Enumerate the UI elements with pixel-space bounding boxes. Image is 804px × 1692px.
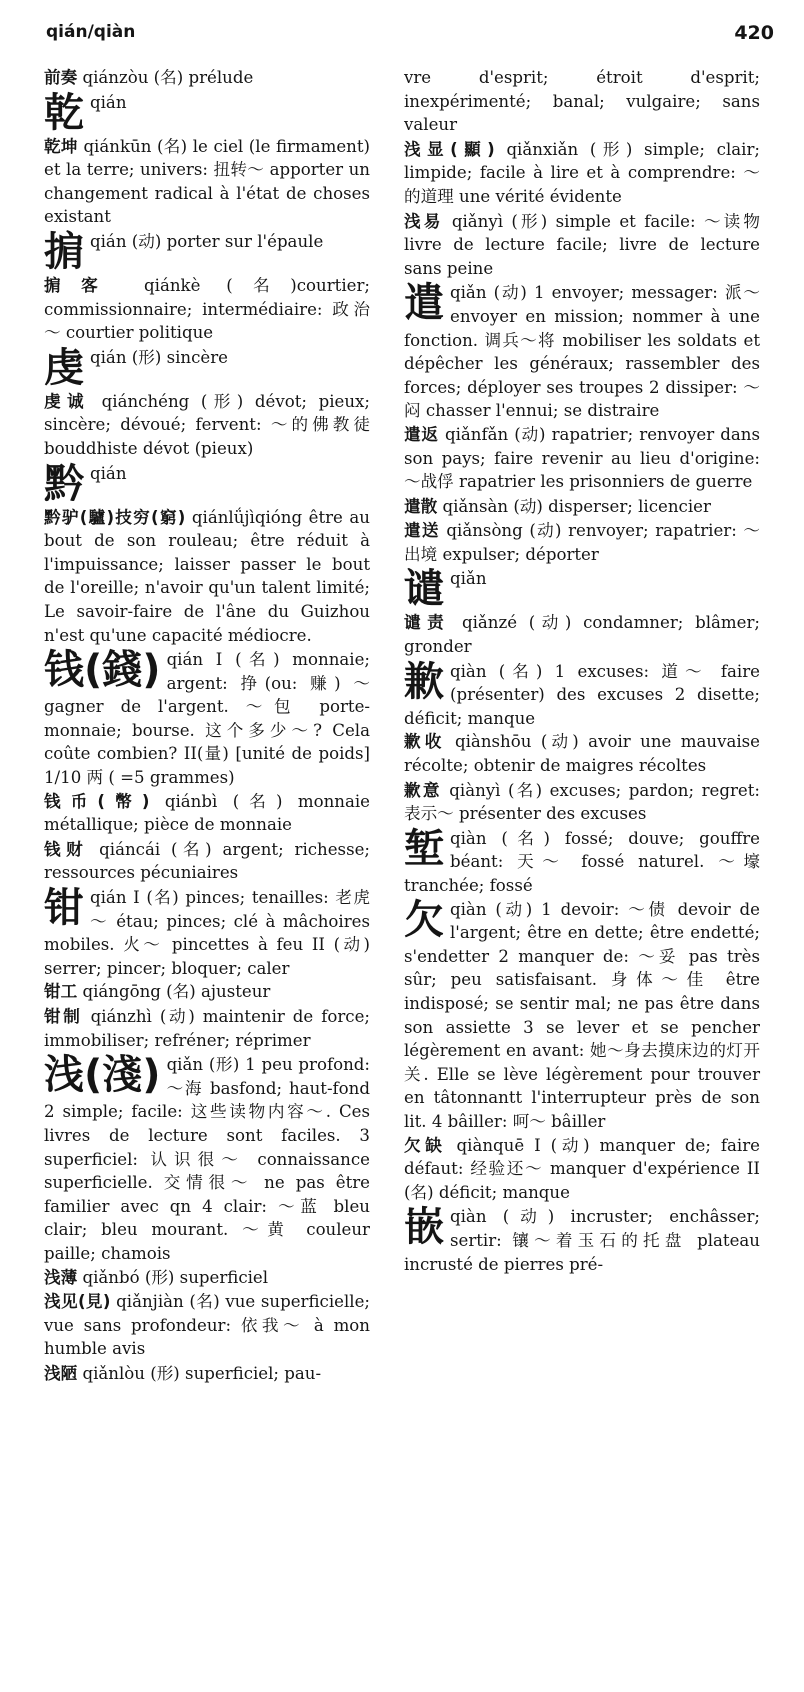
compound-headword: 乾坤 bbox=[44, 136, 78, 156]
entry-definition: qián (形) sincère bbox=[90, 347, 228, 367]
entry-definition: qiánchéng (形) dévot; pieux; sincère; dévoué; fervent: ～的佛教徒 bouddhiste dévot (pieux) bbox=[44, 391, 371, 458]
compound-entry bbox=[404, 138, 760, 209]
compound-headword: 钳工 bbox=[44, 982, 78, 1002]
entry-definition: qián I (名) monnaie; argent: 挣(ou: 赚) ～ gagner de l'argent. ～包 porte-monnaie; bourse. 这个多少～? Cela coûte combien? II(量) [unité de poids] 1/10 两 ( =5 grammes) bbox=[44, 650, 370, 788]
compound-headword: 浅易 bbox=[404, 211, 444, 231]
head-character: 虔 bbox=[44, 344, 84, 391]
compound-entry bbox=[44, 790, 370, 837]
entry-definition: qiàn (名) fossé; douve; gouffre béant: 天～ fossé naturel. ～壕 tranchée; fossé bbox=[404, 828, 760, 895]
entry-definition: qiǎnsàn (动) disperser; licencier bbox=[442, 496, 711, 516]
compound-headword: 浅薄 bbox=[44, 1267, 78, 1287]
entry-definition: qián I (名) pinces; tenailles: 老虎～ étau; pinces; clé à mâchoires mobiles. 火～ pincettes à feu II (动) serrer; pincer; bloquer; caler bbox=[44, 888, 370, 978]
head-character-entry bbox=[44, 346, 370, 390]
compound-headword: 前奏 bbox=[44, 68, 78, 87]
compound-headword: 掮客 bbox=[44, 275, 119, 295]
entry-definition: qiǎnyì (形) simple et facile: ～读物 livre de lecture facile; livre de lecture sans peine bbox=[404, 211, 760, 278]
compound-entry bbox=[44, 390, 370, 461]
head-character: 乾 bbox=[44, 89, 84, 136]
entry-definition: qiànyì (名) excuses; pardon; regret: 表示～ présenter des excuses bbox=[404, 780, 761, 824]
compound-entry bbox=[44, 135, 370, 229]
head-character: 欠 bbox=[404, 896, 444, 943]
compound-entry bbox=[44, 838, 370, 885]
compound-headword: 浅见(見) bbox=[44, 1292, 111, 1312]
compound-headword: 钱财 bbox=[44, 839, 89, 859]
compound-headword: 虔诚 bbox=[44, 391, 90, 411]
entry-definition: qiǎnzé (动) condamner; blâmer; gronder bbox=[404, 613, 761, 657]
entry-definition: qiáncái (名) argent; richesse; ressources pécuniaires bbox=[44, 839, 371, 883]
compound-entry bbox=[44, 1266, 370, 1290]
entry-definition: qiánzòu (名) prélude bbox=[82, 68, 254, 87]
head-character-entry bbox=[44, 91, 370, 135]
entry-definition: qiánzhì (动) maintenir de force; immobiliser; refréner; réprimer bbox=[44, 1007, 371, 1050]
head-character-entry bbox=[44, 1053, 370, 1265]
compound-entry bbox=[404, 495, 760, 519]
compound-entry bbox=[404, 730, 760, 777]
compound-headword: 欠缺 bbox=[404, 1135, 447, 1155]
compound-entry bbox=[404, 210, 760, 281]
head-character: 钳 bbox=[44, 885, 84, 932]
entry-definition: qián (动) porter sur l'épaule bbox=[90, 231, 324, 251]
entry-definition: qiánlǘjìqióng être au bout de son rouleau; être réduit à l'impuissance; laisser passer le bout de l'oreille; n'avoir qu'un talent limité; Le savoir-faire de l'âne du Guizhou n'est qu'une capacité médiocre. bbox=[44, 507, 370, 645]
head-character-entry bbox=[44, 886, 370, 980]
head-character-entry bbox=[404, 827, 760, 898]
head-character-entry bbox=[404, 567, 760, 611]
head-character-entry bbox=[44, 462, 370, 506]
head-character: 遣 bbox=[404, 280, 444, 327]
head-character: 钱(錢) bbox=[44, 647, 161, 694]
compound-headword: 钳制 bbox=[44, 1007, 83, 1026]
head-character-entry bbox=[404, 1205, 760, 1276]
compound-entry bbox=[404, 423, 760, 494]
head-character: 谴 bbox=[404, 566, 444, 613]
compound-headword: 歉收 bbox=[404, 732, 446, 752]
entry-definition: qián bbox=[90, 92, 127, 112]
compound-entry bbox=[44, 66, 370, 90]
entry-definition: vre d'esprit; étroit d'esprit; inexpérimenté; banal; vulgaire; sans valeur bbox=[404, 68, 760, 135]
compound-entry bbox=[404, 519, 760, 566]
entry-definition: qiǎnsòng (动) renvoyer; rapatrier: ～出境 expulser; déporter bbox=[404, 521, 760, 564]
compound-headword: 谴责 bbox=[404, 613, 451, 633]
compound-entry bbox=[404, 1134, 760, 1205]
compound-entry bbox=[44, 980, 370, 1004]
compound-entry bbox=[44, 1362, 370, 1386]
head-character: 嵌 bbox=[404, 1204, 444, 1251]
head-character: 掮 bbox=[44, 228, 84, 275]
compound-entry bbox=[404, 611, 760, 658]
entry-definition: qiánkūn (名) le ciel (le firmament) et la terre; univers: 扭转～ apporter un changement radical à l'état de choses existant bbox=[44, 136, 371, 227]
entry-definition: qiàn (动) 1 devoir: ～债 devoir de l'argent; être en dette; être endetté; s'endetter 2 manquer de: ～妥 pas très sûr; peu satisfaisant. 身体～佳 être indisposé; se sentir mal; ne pas être dans son assiette 3 se lever et se pencher légèrement en avant: 她～身去摸床边的灯开关. Elle se lève légèrement pour trouver en tâtonnantt l'interrupteur près de son lit. 4 bâiller: 呵～ bâiller bbox=[404, 899, 760, 1131]
compound-entry bbox=[44, 506, 370, 648]
entry-definition: qiǎn bbox=[450, 569, 487, 589]
head-character-entry bbox=[404, 898, 760, 1134]
head-character-entry bbox=[44, 648, 370, 790]
head-character: 黔 bbox=[44, 460, 84, 507]
compound-headword: 钱币(幣) bbox=[44, 791, 150, 811]
compound-entry bbox=[44, 274, 370, 345]
entry-definition: qiǎn (动) 1 envoyer; messager: 派～ envoyer en mission; nommer à une fonction. 调兵～将 mobiliser les soldats et dépêcher les généraux; rassembler des forces; déployer ses troupes 2 dissiper: ～闷 chasser l'ennui; se distraire bbox=[404, 283, 760, 421]
compound-entry bbox=[404, 779, 760, 826]
entry-definition: qiànshōu (动) avoir une mauvaise récolte; obtenir de maigres récoltes bbox=[404, 732, 760, 776]
head-character-entry bbox=[404, 281, 760, 423]
compound-headword: 遣送 bbox=[404, 521, 440, 541]
entry-definition: qián bbox=[90, 463, 127, 483]
entry-definition: qiánbì (名) monnaie métallique; pièce de monnaie bbox=[44, 791, 371, 835]
entry-definition: qiànquē I (动) manquer de; faire défaut: 经验还～ manquer d'expérience II (名) déficit; manque bbox=[404, 1135, 760, 1202]
head-character: 歉 bbox=[404, 658, 444, 705]
entry-definition: qiǎn (形) 1 peu profond: ～海 basfond; haut-fond 2 simple; facile: 这些读物内容～. Ces livres de lecture sont faciles. 3 superficiel: 认识很～ connaissance superficielle. 交情很～ ne pas être familier avec qn 4 clair: ～蓝 bleu clair; bleu mourant. ～黄 couleur paille; chamois bbox=[44, 1055, 370, 1263]
compound-headword: 浅陋 bbox=[44, 1363, 78, 1383]
entry-definition: qiǎnxiǎn (形) simple; clair; limpide; facile à lire et à comprendre: ～的道理 une vérité évidente bbox=[404, 139, 760, 206]
compound-headword: 遣返 bbox=[404, 424, 439, 444]
running-header-pinyin: qián/qiàn bbox=[46, 22, 136, 42]
entry-definition: qiǎnfǎn (动) rapatrier; renvoyer dans son pays; faire revenir au lieu d'origine: ～战俘 rapatrier les prisonniers de guerre bbox=[404, 424, 761, 492]
entry-definition: qiǎnbó (形) superficiel bbox=[82, 1267, 269, 1287]
head-character: 浅(淺) bbox=[44, 1052, 161, 1099]
compound-headword: 歉意 bbox=[404, 780, 442, 800]
entry-definition: qiánkè (名)courtier; commissionnaire; intermédiaire: 政治～ courtier politique bbox=[44, 275, 370, 343]
entry-definition: qiàn (动) incruster; enchâsser; sertir: 镶～着玉石的托盘 plateau incrusté de pierres pré- bbox=[404, 1207, 760, 1274]
right-column bbox=[404, 66, 760, 1276]
entry-definition: qiàn (名) 1 excuses: 道～ faire (présenter) des excuses 2 disette; déficit; manque bbox=[404, 661, 760, 728]
compound-headword: 遣散 bbox=[404, 496, 438, 516]
head-character-entry bbox=[44, 230, 370, 274]
compound-entry bbox=[44, 1005, 370, 1052]
compound-entry bbox=[44, 1290, 370, 1361]
compound-headword: 黔驴(驢)技穷(窮) bbox=[44, 507, 186, 527]
left-column bbox=[44, 66, 370, 1387]
continued-text bbox=[404, 66, 760, 137]
entry-definition: qiǎnjiàn (名) vue superficielle; vue sans profondeur: 依我～ à mon humble avis bbox=[44, 1292, 370, 1359]
compound-headword: 浅显(顯) bbox=[404, 139, 495, 159]
entry-definition: qiángōng (名) ajusteur bbox=[82, 982, 271, 1002]
head-character: 堑 bbox=[404, 825, 444, 872]
page-number: 420 bbox=[734, 22, 774, 44]
entry-definition: qiǎnlòu (形) superficiel; pau- bbox=[82, 1363, 322, 1383]
head-character-entry bbox=[404, 660, 760, 731]
